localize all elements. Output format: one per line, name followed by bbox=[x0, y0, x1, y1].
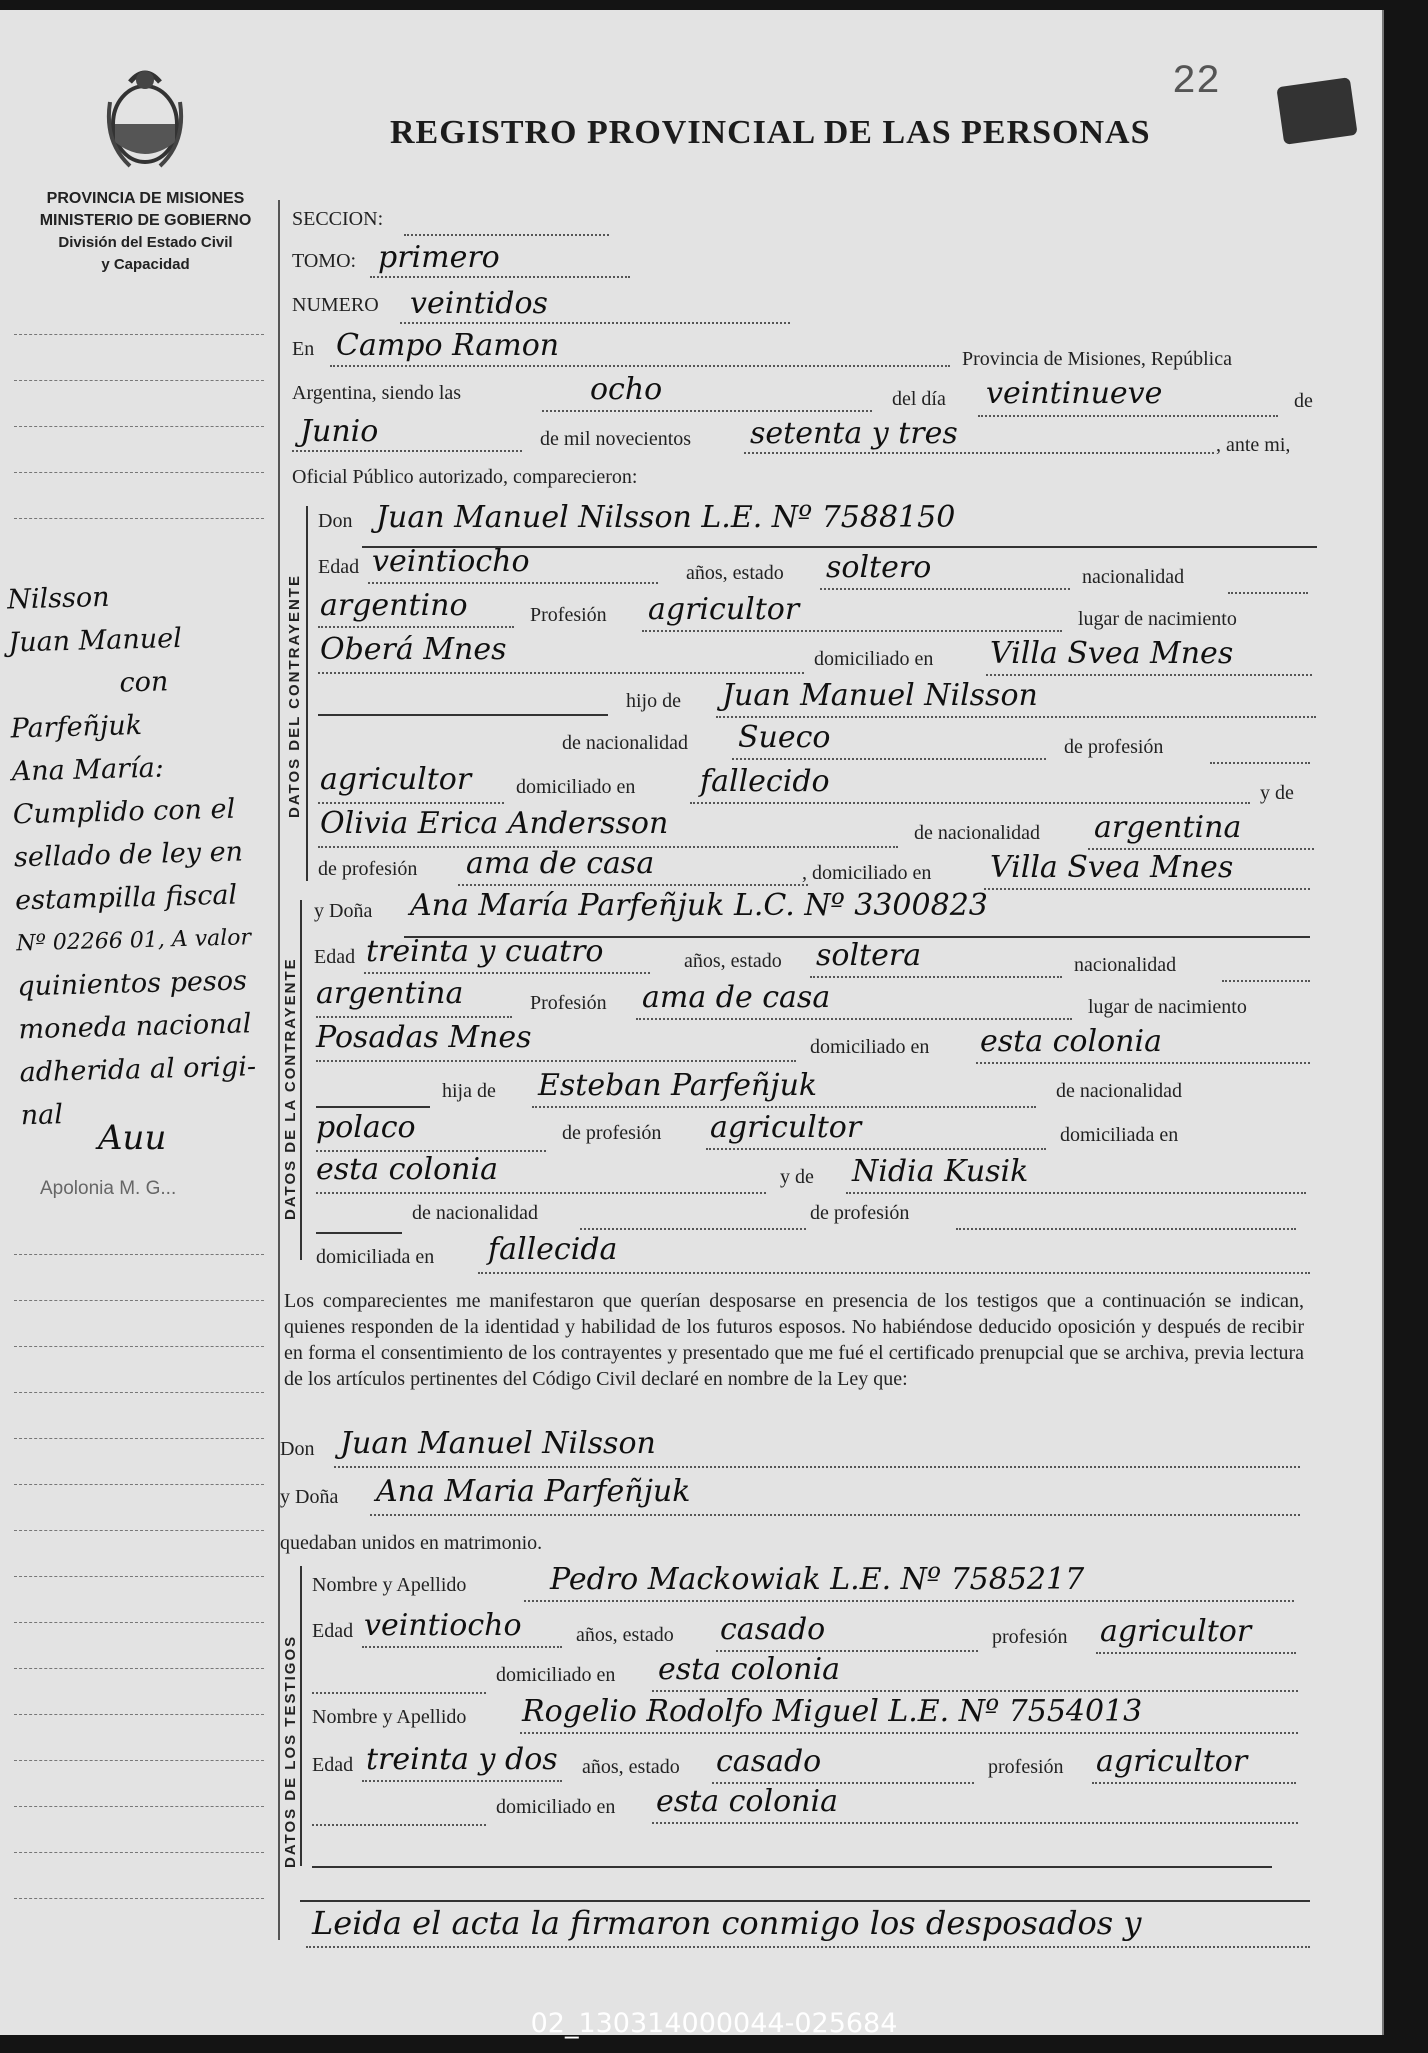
hijo-de-label: hijo de bbox=[626, 690, 681, 712]
witness2-profesion: agricultor bbox=[1096, 1744, 1248, 1779]
field-line bbox=[532, 1106, 1036, 1108]
field-line bbox=[400, 322, 790, 324]
field-line bbox=[984, 888, 1310, 890]
y-dona-label: y Doña bbox=[280, 1486, 339, 1508]
ministry-line: MINISTERIO DE GOBIERNO bbox=[39, 212, 252, 229]
province-header bbox=[18, 188, 273, 276]
margin-signature: Auu bbox=[98, 1118, 167, 1158]
bride-profesion: ama de casa bbox=[642, 980, 831, 1015]
section-bracket bbox=[300, 900, 302, 1260]
domiciliado-label: domiciliado en bbox=[516, 776, 636, 798]
field-line bbox=[690, 802, 1250, 804]
tomo-label: TOMO: bbox=[292, 250, 357, 272]
field-line bbox=[542, 410, 872, 412]
argentina-label: Argentina, siendo las bbox=[292, 382, 462, 404]
field-line bbox=[820, 588, 1070, 590]
edad-label: Edad bbox=[312, 1754, 354, 1776]
field-line bbox=[1222, 980, 1310, 982]
document-title: REGISTRO PROVINCIAL DE LAS PERSONAS bbox=[390, 114, 1151, 151]
field-line bbox=[1092, 1782, 1296, 1784]
groom-lugar: Oberá Mnes bbox=[320, 632, 507, 667]
edad-label: Edad bbox=[312, 1620, 354, 1642]
profesion-label: profesión bbox=[988, 1756, 1064, 1778]
witness1-age: veintiocho bbox=[364, 1608, 522, 1643]
seccion-label: SECCION: bbox=[292, 208, 384, 230]
place-value: Campo Ramon bbox=[336, 328, 560, 363]
witness1-estado: casado bbox=[720, 1612, 826, 1647]
capacity-line: y Capacidad bbox=[101, 256, 190, 273]
witnesses-section-label: DATOS DE LOS TESTIGOS bbox=[282, 1634, 299, 1868]
margin-note-line: Parfeñjuk bbox=[10, 710, 143, 745]
groom-section-label: DATOS DEL CONTRAYENTE bbox=[286, 574, 303, 818]
witness1-profesion: agricultor bbox=[1100, 1614, 1252, 1649]
field-line bbox=[312, 1692, 486, 1694]
field-line bbox=[524, 1600, 1294, 1602]
field-line bbox=[362, 1780, 562, 1782]
field-line bbox=[1210, 762, 1310, 764]
field-line bbox=[652, 1690, 1298, 1692]
field-line bbox=[316, 1232, 402, 1234]
field-line bbox=[580, 1228, 806, 1230]
field-line bbox=[316, 1106, 430, 1108]
margin-line bbox=[14, 1300, 264, 1301]
bride-father: Esteban Parfeñjuk bbox=[538, 1068, 818, 1103]
groom-father: Juan Manuel Nilsson bbox=[722, 678, 1038, 713]
margin-note-line: quinientos pesos bbox=[17, 965, 248, 1003]
don-label: Don bbox=[318, 510, 353, 532]
field-line bbox=[458, 884, 808, 886]
domiciliada-label: domiciliado en bbox=[810, 1036, 930, 1058]
groom-father-nac: Sueco bbox=[738, 720, 831, 755]
provincia-label: Provincia de Misiones, República bbox=[962, 348, 1232, 370]
field-line bbox=[520, 1732, 1298, 1734]
bride-domicilio: esta colonia bbox=[980, 1024, 1162, 1059]
field-line bbox=[318, 714, 608, 716]
groom-mother-nac: argentina bbox=[1094, 810, 1242, 845]
groom-profesion: agricultor bbox=[648, 592, 800, 627]
lugar-nac-label: lugar de nacimiento bbox=[1078, 608, 1237, 630]
nacionalidad-label: nacionalidad bbox=[1074, 954, 1177, 976]
field-line bbox=[318, 626, 514, 628]
y-de-label: y de bbox=[780, 1166, 814, 1188]
groom-estado: soltero bbox=[826, 550, 932, 585]
lugar-nac-label: lugar de nacimiento bbox=[1088, 996, 1247, 1018]
profesion-label: Profesión bbox=[530, 992, 607, 1014]
field-line bbox=[316, 1060, 796, 1062]
de-label: de bbox=[1294, 390, 1313, 412]
field-line bbox=[986, 674, 1312, 676]
bride-name: Ana María Parfeñjuk L.C. Nº 3300823 bbox=[410, 888, 988, 923]
margin-line bbox=[14, 472, 264, 473]
domiciliado-label: , domiciliado en bbox=[802, 862, 932, 884]
field-line bbox=[292, 450, 522, 452]
de-profesion-label: de profesión bbox=[810, 1202, 910, 1224]
bride-age: treinta y cuatro bbox=[366, 934, 604, 969]
groom-name: Juan Manuel Nilsson L.E. Nº 7588150 bbox=[376, 500, 956, 535]
domiciliado-label: domiciliado en bbox=[496, 1796, 616, 1818]
field-line bbox=[362, 1646, 562, 1648]
coat-of-arms-icon bbox=[100, 62, 190, 177]
field-line bbox=[370, 1514, 1300, 1516]
witness2-age: treinta y dos bbox=[366, 1742, 558, 1777]
margin-line bbox=[14, 1254, 264, 1255]
margin-note-line: Nilsson bbox=[6, 581, 110, 616]
field-line bbox=[318, 672, 804, 674]
de-nacionalidad-label: de nacionalidad bbox=[914, 822, 1041, 844]
y-dona-label: y Doña bbox=[314, 900, 373, 922]
section-bracket bbox=[306, 506, 308, 881]
bride-father-dom: esta colonia bbox=[316, 1152, 498, 1187]
field-line bbox=[1228, 592, 1308, 594]
margin-note-line: moneda nacional bbox=[18, 1008, 252, 1046]
field-line bbox=[810, 976, 1062, 978]
witness2-name: Rogelio Rodolfo Miguel L.E. Nº 7554013 bbox=[522, 1694, 1143, 1729]
margin-note-line: Nº 02266 01, A valor bbox=[15, 925, 252, 957]
field-line bbox=[744, 452, 1214, 454]
groom-father-dom: fallecido bbox=[700, 764, 830, 799]
oficial-label: Oficial Público autorizado, comparecieron: bbox=[292, 466, 638, 488]
margin-line bbox=[14, 1806, 264, 1807]
margin-line bbox=[14, 1714, 264, 1715]
margin-line bbox=[14, 1622, 264, 1623]
margin-line bbox=[14, 1760, 264, 1761]
declaration-paragraph: Los comparecientes me manifestaron que querían desposarse en presencia de los testigos que a continuación se indican, quienes responden de la identidad y habilidad de los futuros esposos. No habiéndose deducido oposición y después de recibir en forma el consentimiento de los contrayentes y presentado que me fué el certificado prenupcial que se archiva, previa lectura de los artículos pertinentes del Código Civil declaré en nombre de la Ley que: bbox=[284, 1290, 1304, 1390]
ante-mi-label: , ante mi, bbox=[1216, 434, 1291, 456]
field-line bbox=[636, 1018, 1072, 1020]
field-line bbox=[316, 1192, 766, 1194]
field-line bbox=[334, 1466, 1300, 1468]
field-line bbox=[716, 716, 1316, 718]
margin-note-line: Cumplido con el bbox=[12, 793, 236, 831]
edad-label: Edad bbox=[314, 946, 356, 968]
de-nacionalidad-label: de nacionalidad bbox=[1056, 1080, 1183, 1102]
witness2-estado: casado bbox=[716, 1744, 822, 1779]
groom-mother-prof: ama de casa bbox=[466, 846, 655, 881]
witness2-domicilio: esta colonia bbox=[656, 1784, 838, 1819]
margin-line bbox=[14, 1392, 264, 1393]
nombre-apellido-label: Nombre y Apellido bbox=[312, 1706, 467, 1728]
margin-annotation bbox=[7, 572, 282, 1138]
anos-estado-label: años, estado bbox=[576, 1624, 674, 1646]
margin-note-line: con bbox=[119, 666, 169, 699]
division-line: División del Estado Civil bbox=[58, 234, 233, 251]
field-line bbox=[330, 365, 950, 367]
margin-line bbox=[14, 1668, 264, 1669]
field-line bbox=[956, 1228, 1296, 1230]
declared-groom: Juan Manuel Nilsson bbox=[340, 1426, 656, 1461]
margin-line bbox=[14, 1484, 264, 1485]
margin-line bbox=[14, 334, 264, 335]
field-line bbox=[364, 972, 650, 974]
edad-label: Edad bbox=[318, 556, 360, 578]
groom-mother-dom: Villa Svea Mnes bbox=[990, 850, 1234, 885]
field-line bbox=[706, 1148, 1046, 1150]
de-profesion-label: de profesión bbox=[318, 858, 418, 880]
field-line bbox=[1096, 1652, 1296, 1654]
quedaban-text: quedaban unidos en matrimonio. bbox=[280, 1532, 543, 1554]
field-line bbox=[642, 630, 1062, 632]
dia-value: veintinueve bbox=[986, 376, 1163, 411]
mes-value: Junio bbox=[300, 414, 379, 449]
margin-note-line: adherida al origi- bbox=[19, 1051, 257, 1089]
field-line bbox=[846, 1192, 1306, 1194]
bride-mother: Nidia Kusik bbox=[852, 1154, 1029, 1189]
bride-nacionalidad: argentina bbox=[316, 976, 464, 1011]
don-label: Don bbox=[280, 1438, 315, 1460]
de-profesion-label: de profesión bbox=[562, 1122, 662, 1144]
domiciliado-label: domiciliado en bbox=[814, 648, 934, 670]
bride-lugar: Posadas Mnes bbox=[316, 1020, 532, 1055]
numero-label: NUMERO bbox=[292, 294, 379, 316]
document-page bbox=[0, 10, 1384, 2035]
margin-line bbox=[14, 426, 264, 427]
field-line bbox=[404, 234, 609, 236]
field-line bbox=[732, 758, 1046, 760]
nacionalidad-label: nacionalidad bbox=[1082, 566, 1185, 588]
field-line bbox=[312, 1866, 1272, 1868]
margin-line bbox=[14, 1530, 264, 1531]
domiciliado-label: domiciliado en bbox=[496, 1664, 616, 1686]
field-line bbox=[316, 1016, 512, 1018]
margin-stamp: Apolonia M. G... bbox=[40, 1178, 177, 1199]
ink-stamp bbox=[1276, 77, 1357, 145]
bride-estado: soltera bbox=[816, 938, 922, 973]
del-dia-label: del día bbox=[892, 388, 946, 410]
groom-age: veintiocho bbox=[372, 544, 530, 579]
bride-section-label: DATOS DE LA CONTRAYENTE bbox=[282, 957, 299, 1220]
declared-bride: Ana Maria Parfeñjuk bbox=[376, 1474, 691, 1509]
domiciliada-label: domiciliada en bbox=[316, 1246, 435, 1268]
hora-value: ocho bbox=[590, 372, 663, 407]
de-profesion-label: de profesión bbox=[1064, 736, 1164, 758]
bride-father-prof: agricultor bbox=[710, 1110, 862, 1145]
domiciliada-label: domiciliada en bbox=[1060, 1124, 1179, 1146]
margin-line bbox=[14, 1852, 264, 1853]
image-identifier: 02_130314000044-025684 bbox=[530, 2008, 898, 2039]
field-line bbox=[306, 1946, 1310, 1948]
witness1-name: Pedro Mackowiak L.E. Nº 7585217 bbox=[550, 1562, 1085, 1597]
groom-domicilio: Villa Svea Mnes bbox=[990, 636, 1234, 671]
page-number: 22 bbox=[1172, 60, 1221, 105]
margin-note-line: Juan Manuel bbox=[8, 622, 183, 659]
field-line bbox=[300, 1900, 1310, 1902]
groom-father-prof: agricultor bbox=[320, 762, 472, 797]
field-line bbox=[978, 415, 1278, 417]
field-line bbox=[368, 582, 658, 584]
province-line: PROVINCIA DE MISIONES bbox=[46, 190, 245, 207]
field-line bbox=[478, 1272, 1310, 1274]
margin-line bbox=[14, 1898, 264, 1899]
margin-note-line: nal bbox=[20, 1099, 64, 1132]
bride-father-nac: polaco bbox=[316, 1110, 416, 1145]
groom-nacionalidad: argentino bbox=[320, 588, 468, 623]
field-line bbox=[976, 1062, 1310, 1064]
margin-line bbox=[14, 380, 264, 381]
anos-estado-label: años, estado bbox=[684, 950, 782, 972]
closing-statement: Leida el acta la firmaron conmigo los desposados y bbox=[312, 1904, 1142, 1942]
field-line bbox=[312, 1824, 486, 1826]
anos-estado-label: años, estado bbox=[582, 1756, 680, 1778]
hija-de-label: hija de bbox=[442, 1080, 496, 1102]
tomo-value: primero bbox=[378, 240, 500, 275]
margin-line bbox=[14, 1346, 264, 1347]
y-de-label: y de bbox=[1260, 782, 1294, 804]
de-nacionalidad-label: de nacionalidad bbox=[562, 732, 689, 754]
margin-line bbox=[14, 518, 264, 519]
field-line bbox=[652, 1822, 1298, 1824]
bride-mother-dom: fallecida bbox=[488, 1232, 618, 1267]
margin-note-line: Ana María: bbox=[11, 752, 165, 788]
field-line bbox=[318, 802, 504, 804]
anio-value: setenta y tres bbox=[750, 416, 958, 451]
margin-line bbox=[14, 1438, 264, 1439]
margin-line bbox=[14, 1576, 264, 1577]
nombre-apellido-label: Nombre y Apellido bbox=[312, 1574, 467, 1596]
profesion-label: Profesión bbox=[530, 604, 607, 626]
witness1-domicilio: esta colonia bbox=[658, 1652, 840, 1687]
field-line bbox=[370, 276, 630, 278]
margin-note-line: sellado de ley en bbox=[13, 836, 244, 874]
margin-note-line: estampilla fiscal bbox=[14, 879, 238, 917]
de-mil-label: de mil novecientos bbox=[540, 428, 692, 450]
profesion-label: profesión bbox=[992, 1626, 1068, 1648]
section-bracket bbox=[300, 1566, 302, 1866]
en-label: En bbox=[292, 338, 315, 360]
groom-mother: Olivia Erica Andersson bbox=[320, 806, 669, 841]
de-nacionalidad-label: de nacionalidad bbox=[412, 1202, 539, 1224]
numero-value: veintidos bbox=[410, 286, 548, 321]
anos-estado-label: años, estado bbox=[686, 562, 784, 584]
